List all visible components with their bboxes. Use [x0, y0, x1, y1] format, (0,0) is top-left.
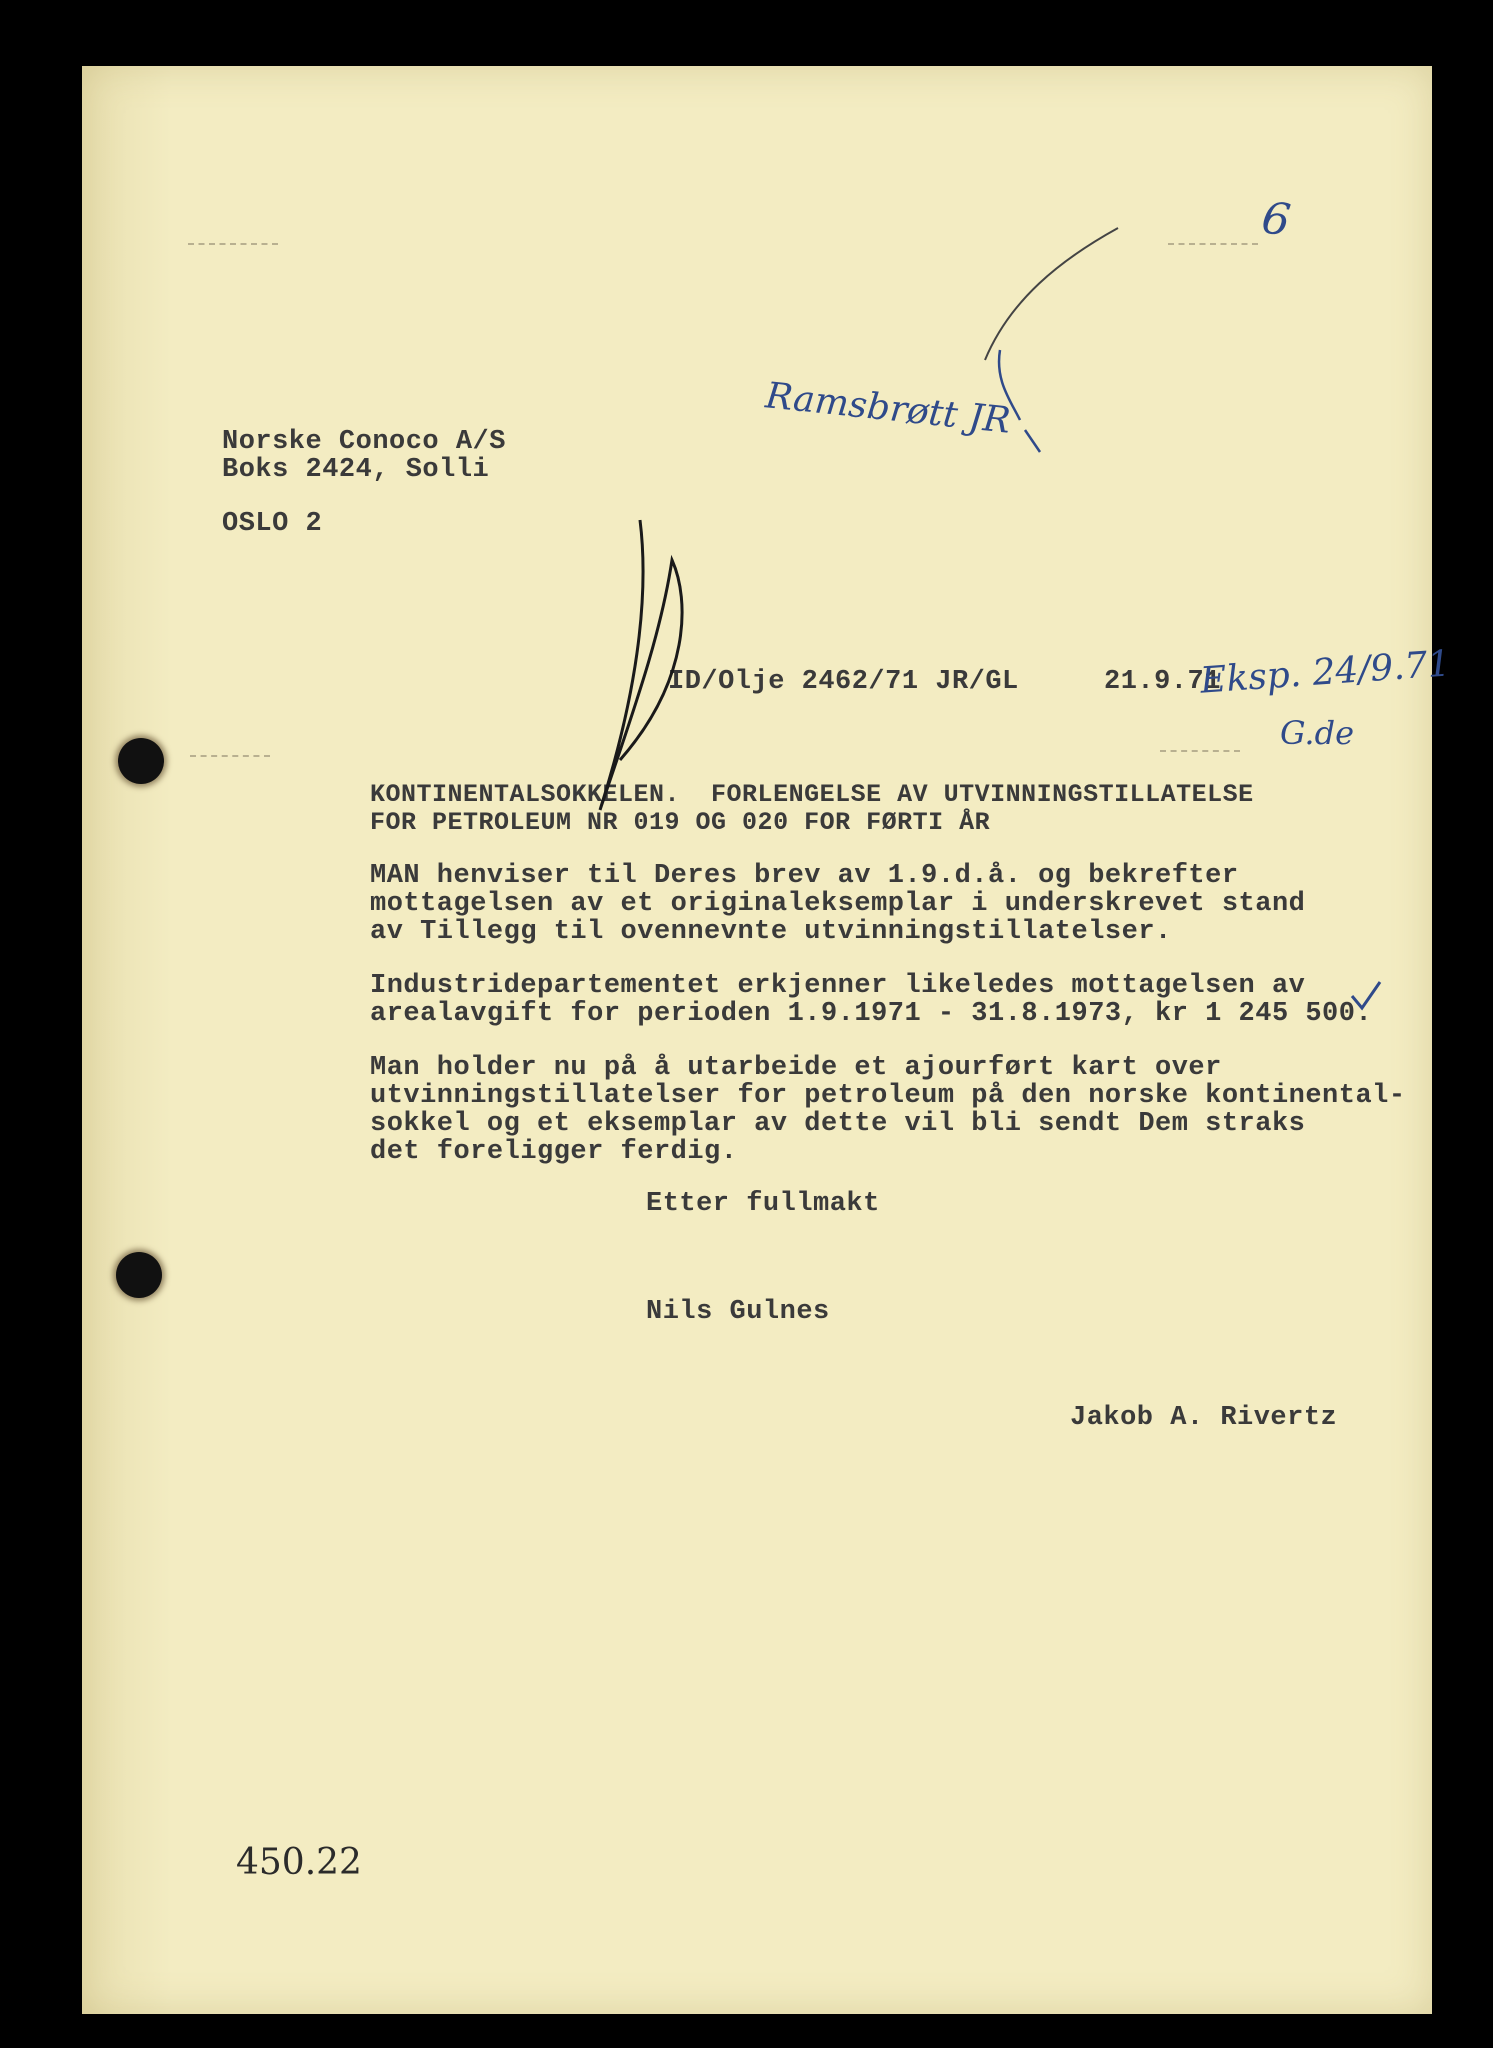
signatory-1: Nils Gulnes [646, 1297, 830, 1327]
subject-line-2: FOR PETROLEUM NR 019 OG 020 FOR FØRTI ÅR [370, 808, 991, 837]
reference-number: ID/Olje 2462/71 JR/GL [668, 667, 1019, 697]
body-p3-line-1: Man holder nu på å utarbeide et ajourført kart over [370, 1053, 1222, 1083]
recipient-name: Norske Conoco A/S [222, 427, 506, 457]
body-p2-line-1: Industridepartementet erkjenner likeledes mottagelsen av [370, 971, 1306, 1001]
body-p3-line-3: sokkel og et eksemplar av dette vil bli sendt Dem straks [370, 1109, 1306, 1139]
subject-line-1: KONTINENTALSOKKELEN. FORLENGELSE AV UTVINNINGSTILLATELSE [370, 780, 1254, 809]
checkmark [1352, 982, 1380, 1008]
body-p1-line-2: mottagelsen av et originaleksemplar i underskrevet stand [370, 889, 1306, 919]
recipient-city: OSLO 2 [222, 509, 323, 539]
body-p3-line-4: det foreligger ferdig. [370, 1137, 738, 1167]
letter-date: 21.9.71 [1104, 667, 1221, 697]
pencil-line [985, 228, 1118, 360]
body-p1-line-1: MAN henviser til Deres brev av 1.9.d.å. og bekrefter [370, 861, 1239, 891]
signature-initials [600, 520, 682, 810]
closing-authority: Etter fullmakt [646, 1189, 880, 1219]
handwritten-ekspedition-2: G.de [1280, 714, 1355, 752]
signatory-2: Jakob A. Rivertz [1070, 1403, 1338, 1433]
body-p3-line-2: utvinningstillatelser for petroleum på den norske kontinental- [370, 1081, 1406, 1111]
handwritten-scribble [999, 350, 1040, 452]
handwritten-ekspedition-1: Eksp. 24/9.71 [1198, 643, 1452, 702]
body-p1-line-3: av Tillegg til ovennevnte utvinningstillatelser. [370, 917, 1172, 947]
handwritten-mark-top-right: 6 [1258, 192, 1294, 247]
body-p2-line-2: arealavgift for perioden 1.9.1971 - 31.8.1973, kr 1 245 500. [370, 999, 1373, 1029]
handwritten-file-number: 450.22 [236, 1842, 362, 1883]
recipient-address: Boks 2424, Solli [222, 455, 490, 485]
handwritten-initials-top: Ramsbrøtt JR [763, 375, 1013, 442]
